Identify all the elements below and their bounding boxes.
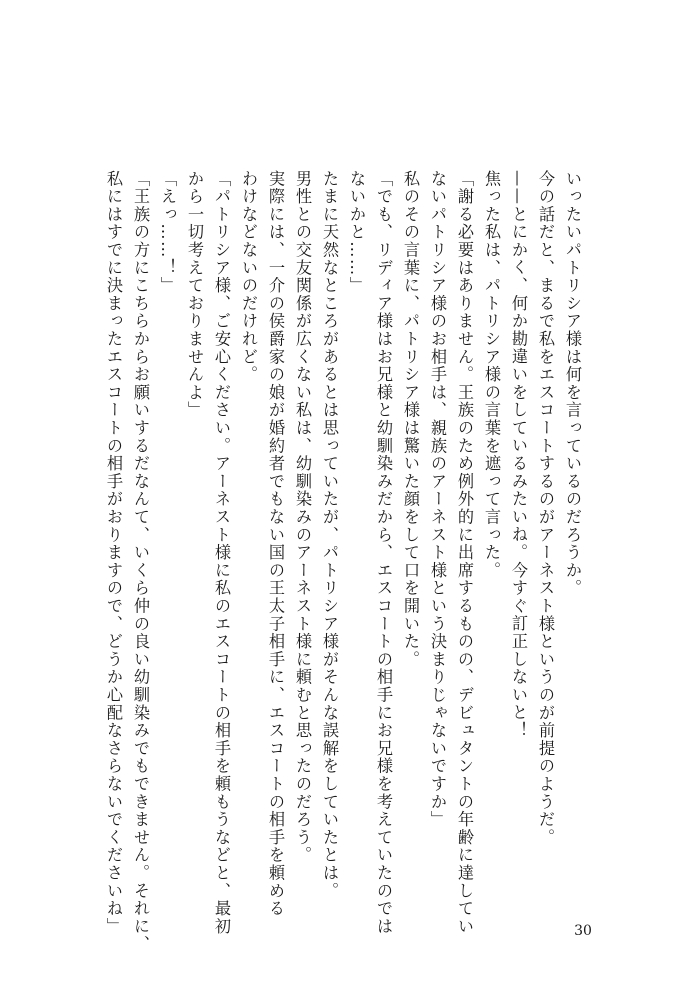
- text-line: たまに天然なところがあるとは思っていたが、パトリシア様がそんな誤解をしていたとは。: [320, 170, 339, 900]
- text-line: 実際には、一介の侯爵家の娘が婚約者でもない国の王太子相手に、エスコートの相手を頼める: [266, 170, 285, 918]
- text-line: 男性との交友関係が広くない私は、幼馴染みのアーネスト様に頼むと思ったのだろう。: [293, 170, 312, 865]
- text-line: 私のその言葉に、パトリシア様は驚いた顔をして口を開いた。: [401, 170, 420, 669]
- text-line: 「王族の方にこちらからお願いするだなんて、いくら仲の良い幼馴染みでもできません。それに、: [131, 170, 150, 954]
- text-line: 私にはすでに決まったエスコートの相手がおりますので、どうか心配なさらないでくださいね」: [104, 170, 123, 936]
- text-line: 「でも、リディア様はお兄様と幼馴染みだから、エスコートの相手にお兄様を考えていたのでは: [374, 170, 393, 936]
- text-line: わけなどないのだけれど。: [239, 170, 258, 384]
- text-line: 「パトリシア様、ご安心ください。アーネスト様に私のエスコートの相手を頼もうなどと、最初: [212, 170, 231, 936]
- text-line: から一切考えておりませんよ」: [185, 170, 204, 420]
- text-line: ——とにかく、何か勘違いをしているみたいね。今すぐ訂正しないと！: [509, 170, 528, 740]
- page-number: 30: [574, 923, 592, 939]
- text-line: ないかと……」: [347, 170, 366, 295]
- text-line: 「えっ……！」: [158, 170, 177, 295]
- text-line: いったいパトリシア様は何を言っているのだろうか。: [563, 170, 582, 598]
- text-line: ないパトリシア様のお相手は、親族のアーネスト様という決まりじゃないですか」: [428, 170, 447, 829]
- text-line: 焦った私は、パトリシア様の言葉を遮って言った。: [482, 170, 501, 580]
- text-line: 「謝る必要はありません。王族のため例外的に出席するものの、デビュタントの年齢に達してい: [455, 170, 474, 936]
- text-line: 今の話だと、まるで私をエスコートするのがアーネスト様というのが前提のようだ。: [536, 170, 555, 847]
